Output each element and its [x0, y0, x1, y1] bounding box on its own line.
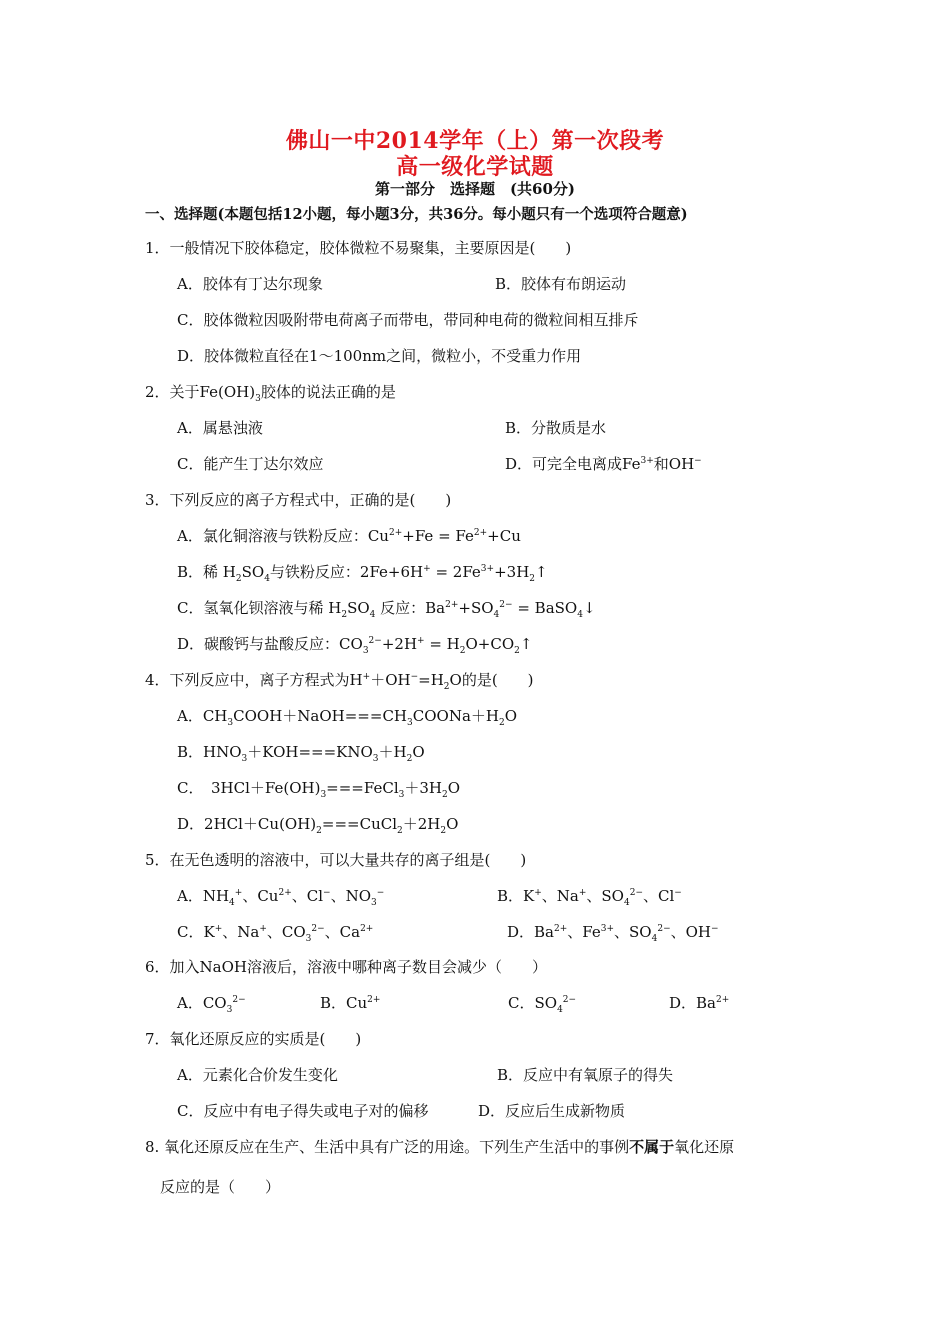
question-3-option-d: D．碳酸钙与盐酸反应：$CO_3^{2-}+2H^+$ = $H_2O+CO_2↑$: [177, 635, 533, 656]
section-heading: 一、选择题(本题包括12小题，每小题3分，共36分。每小题只有一个选项符合题意): [145, 206, 688, 223]
question-1-option-d: D．胶体微粒直径在1～100nm之间，微粒小，不受重力作用: [177, 347, 582, 365]
exam-title: 佛山一中2014学年（上）第一次段考: [285, 128, 665, 154]
question-4-stem: 4．下列反应中，离子方程式为$H^++OH^-=H_2O$的是( ): [145, 671, 534, 692]
question-3-stem: 3．下列反应的离子方程式中，正确的是( ): [145, 491, 452, 509]
question-7-option-a: A．元素化合价发生变化: [177, 1066, 338, 1084]
question-5-stem: 5．在无色透明的溶液中，可以大量共存的离子组是( ): [145, 851, 527, 869]
exam-subtitle: 高一级化学试题: [396, 154, 554, 180]
question-6-option-a: A．$CO_3^{2-}$: [177, 994, 246, 1015]
question-1-option-a: A．胶体有丁达尔现象: [177, 275, 323, 293]
question-4-option-c: C． $3HCl+Fe(OH)_3===FeCl_3+3H_2O$: [177, 779, 461, 800]
question-5-option-c: C．K+、Na+、$CO_3^{2-}$、$Ca^{2+}$: [177, 923, 374, 944]
question-4-option-b: B．$HNO_3+KOH===KNO_3+H_2O$: [177, 743, 425, 764]
question-2-option-b: B．分散质是水: [505, 419, 607, 437]
question-5-option-d: D．$Ba^{2+}$、$Fe^{3+}$、$SO_4^{2-}$、OH−: [507, 923, 719, 944]
question-2-option-c: C．能产生丁达尔效应: [177, 455, 324, 473]
question-1-option-b: B．胶体有布朗运动: [495, 275, 627, 293]
question-8-stem-continued: 反应的是（ ）: [160, 1178, 281, 1196]
question-4-option-d: D．$2HCl+Cu(OH)_2===CuCl_2+2H_2O$: [177, 815, 459, 836]
question-2-option-d: D．可完全电离成$Fe^{3+}$和OH−: [505, 455, 702, 473]
question-8-stem: 8. 氧化还原反应在生产、生活中具有广泛的用途。下列生产生活中的事例不属于氧化还原: [145, 1138, 735, 1156]
question-7-option-c: C．反应中有电子得失或电子对的偏移: [177, 1102, 429, 1120]
question-6-option-b: B．$Cu^{2+}$: [320, 994, 381, 1012]
question-7-option-d: D．反应后生成新物质: [478, 1102, 626, 1120]
question-5-option-a: A．$NH_4^+$、$Cu^{2+}$、Cl−、$NO_3^-$: [177, 887, 385, 908]
question-1-stem: 1．一般情况下胶体稳定，胶体微粒不易聚集，主要原因是( ): [145, 239, 572, 257]
question-5-option-b: B．K+、Na+、$SO_4^{2-}$、Cl−: [497, 887, 682, 908]
part-heading: 第一部分 选择题 (共60分): [374, 180, 576, 198]
question-3-option-a: A．氯化铜溶液与铁粉反应：$Cu^{2+}+Fe = Fe^{2+}+Cu$: [177, 527, 521, 545]
question-2-stem: 2．关于$Fe(OH)_3$胶体的说法正确的是: [145, 383, 396, 404]
question-1-option-c: C．胶体微粒因吸附带电荷离子而带电，带同种电荷的微粒间相互排斥: [177, 311, 639, 329]
question-3-option-c: C．氢氧化钡溶液与稀 $H_2SO_4$ 反应：$Ba^{2+}+SO_4^{2-}$ = BaSO$_4$↓: [177, 599, 596, 620]
question-6-stem: 6．加入NaOH溶液后，溶液中哪种离子数目会减少（ ）: [145, 958, 547, 976]
question-7-option-b: B．反应中有氧原子的得失: [497, 1066, 674, 1084]
question-2-option-a: A．属悬浊液: [177, 419, 263, 437]
question-3-option-b: B．稀 $H_2SO_4$与铁粉反应：$2Fe+6H^+ = 2Fe^{3+}+3H_2↑$: [177, 563, 548, 584]
question-7-stem: 7．氧化还原反应的实质是( ): [145, 1030, 362, 1048]
question-4-option-a: A．$CH_3COOH+NaOH===CH_3COONa+H_2O$: [177, 707, 518, 728]
question-6-option-d: D．$Ba^{2+}$: [669, 994, 730, 1012]
question-6-option-c: C．$SO_4^{2-}$: [508, 994, 577, 1015]
